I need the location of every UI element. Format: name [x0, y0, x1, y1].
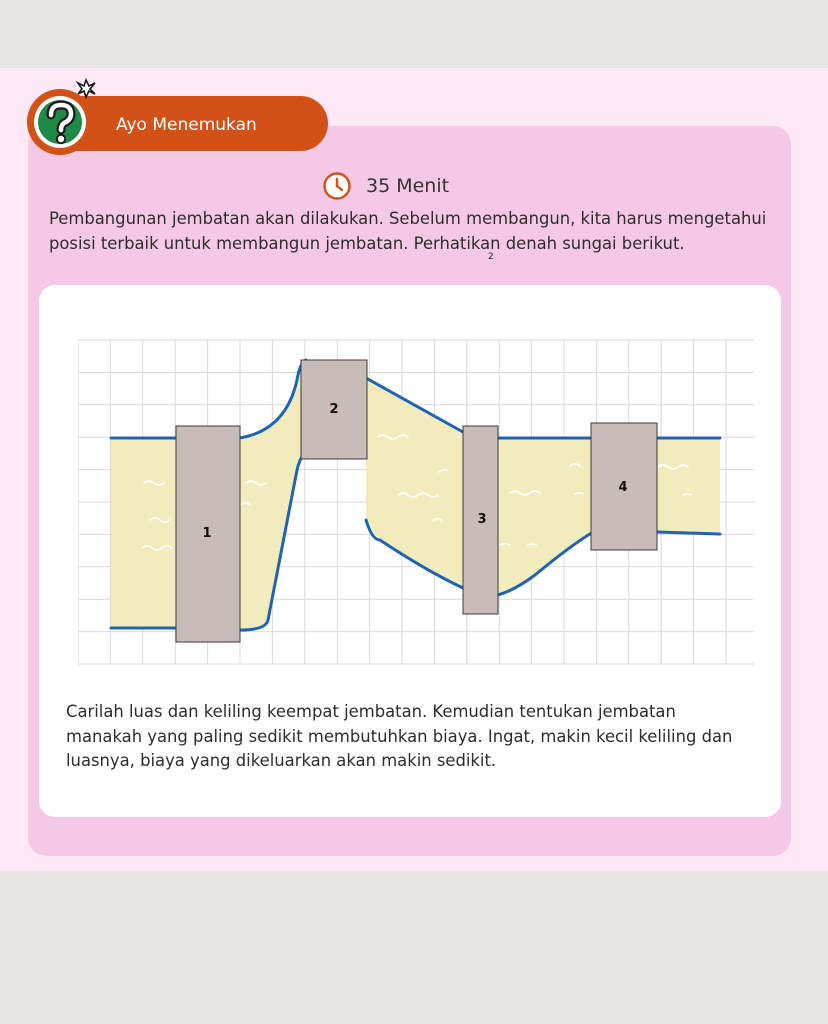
- timer-label: 35 Menit: [366, 175, 450, 197]
- badge-title: Ayo Menemukan: [116, 115, 257, 135]
- river-map: [78, 338, 754, 668]
- bridge-4-label: 4: [618, 480, 628, 495]
- bridge-3-label: 3: [477, 512, 487, 527]
- bridge-1-label: 1: [202, 526, 212, 541]
- timer: [322, 172, 449, 200]
- river-right-fill: [366, 378, 720, 595]
- clock-icon: [322, 171, 352, 201]
- intro-paragraph: Pembangunan jembatan akan dilakukan. Sebelum membangun, kita harus mengetahui posisi terbaik untuk membangun jembatan. Perhatikan denah sungai berikut.: [49, 209, 767, 253]
- bridge-2-label: 2: [329, 402, 339, 417]
- task-paragraph: Carilah luas dan keliling keempat jembatan. Kemudian tentukan jembatan manakah yang paling sedikit membutuhkan biaya. Ingat, makin kecil keliling dan luasnya, biaya yang dikeluarkan akan makin sedikit.: [66, 702, 733, 770]
- stray-mark: 2: [488, 252, 494, 262]
- question-mark-icon: [22, 72, 118, 168]
